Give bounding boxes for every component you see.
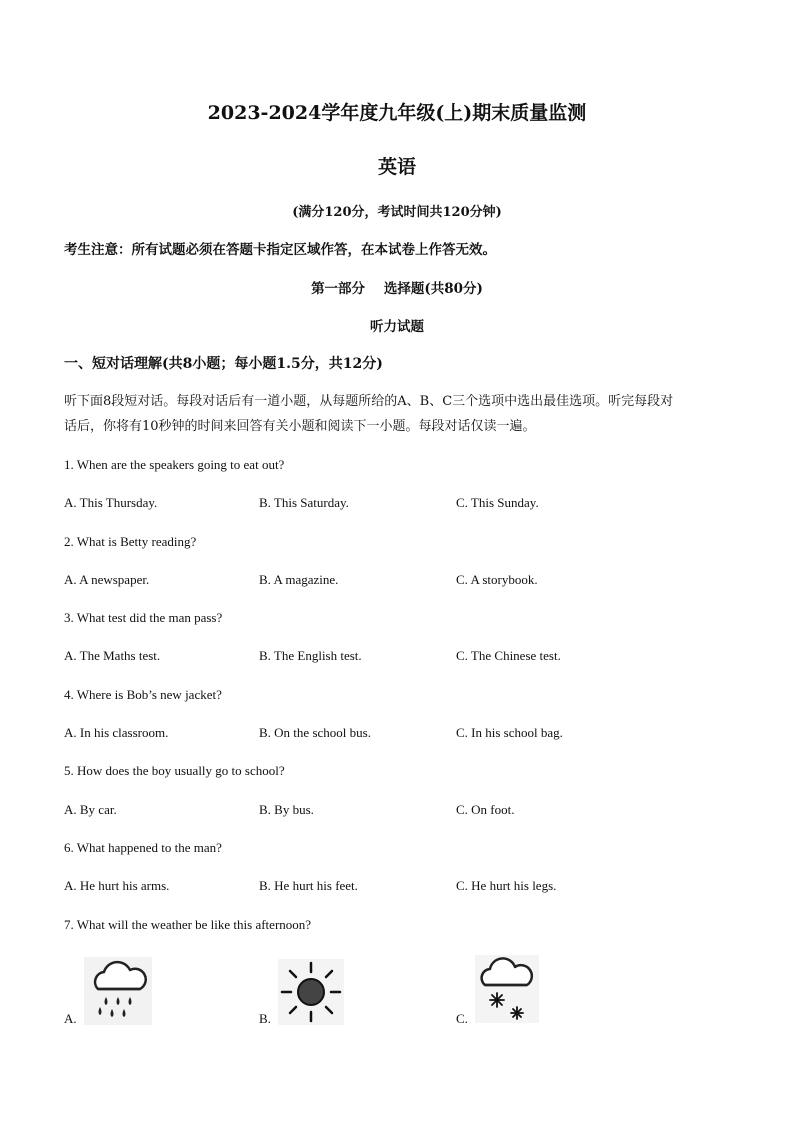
question-2: 2. What is Betty reading?	[64, 534, 197, 549]
subject-title: 英语	[377, 156, 416, 178]
rain-cloud-icon	[84, 957, 152, 1025]
question-7: 7. What will the weather be like this afternoon?	[64, 917, 312, 932]
q1-option-c: C. This Sunday.	[456, 495, 539, 510]
question-4: 4. Where is Bob’s new jacket?	[64, 687, 222, 702]
q2-option-a: A. A newspaper.	[64, 572, 150, 587]
candidate-warning: 考生注意：所有试题必须在答题卡指定区域作答，在本试卷上作答无效。	[64, 242, 496, 258]
q5-option-b: B. By bus.	[259, 802, 314, 817]
q6-option-b: B. He hurt his feet.	[259, 878, 358, 893]
q4-option-a: A. In his classroom.	[64, 725, 169, 740]
q7-option-a-label: A.	[64, 1011, 77, 1026]
score-time-note: (满分120分，考试时间共120分钟)	[292, 205, 502, 220]
q2-option-b: B. A magazine.	[259, 572, 339, 587]
question-1: 1. When are the speakers going to eat out?	[64, 457, 285, 472]
q5-option-c: C. On foot.	[456, 802, 515, 817]
question-5: 5. How does the boy usually go to school?	[64, 763, 285, 778]
q4-option-b: B. On the school bus.	[259, 725, 371, 740]
q3-option-b: B. The English test.	[259, 648, 362, 663]
q6-option-a: A. He hurt his arms.	[64, 878, 170, 893]
q1-option-a: A. This Thursday.	[64, 495, 158, 510]
exam-title: 2023-2024学年度九年级(上)期末质量监测	[207, 102, 587, 124]
q4-option-c: C. In his school bag.	[456, 725, 563, 740]
snow-cloud-icon	[475, 955, 539, 1023]
instruction-line-2: 话后，你将有10秒钟的时间来回答有关小题和阅读下一小题。每段对话仅读一遍。	[64, 419, 536, 434]
q6-option-c: C. He hurt his legs.	[456, 878, 557, 893]
question-6: 6. What happened to the man?	[64, 840, 222, 855]
instruction-line-1: 听下面8段短对话。每段对话后有一道小题，从每题所给的A、B、C三个选项中选出最佳选项。听完每段对	[64, 394, 674, 409]
section-heading: 一、短对话理解(共8小题；每小题1.5分，共12分)	[64, 356, 383, 372]
q7-option-b-label: B.	[259, 1011, 271, 1026]
q5-option-a: A. By car.	[64, 802, 117, 817]
part-heading: 第一部分 选择题(共80分)	[311, 281, 483, 297]
sun-icon	[278, 959, 344, 1025]
listening-heading: 听力试题	[370, 319, 424, 335]
q1-option-b: B. This Saturday.	[259, 495, 349, 510]
q3-option-c: C. The Chinese test.	[456, 648, 561, 663]
q2-option-c: C. A storybook.	[456, 572, 538, 587]
q7-option-c-label: C.	[456, 1011, 468, 1026]
q3-option-a: A. The Maths test.	[64, 648, 161, 663]
question-3: 3. What test did the man pass?	[64, 610, 223, 625]
